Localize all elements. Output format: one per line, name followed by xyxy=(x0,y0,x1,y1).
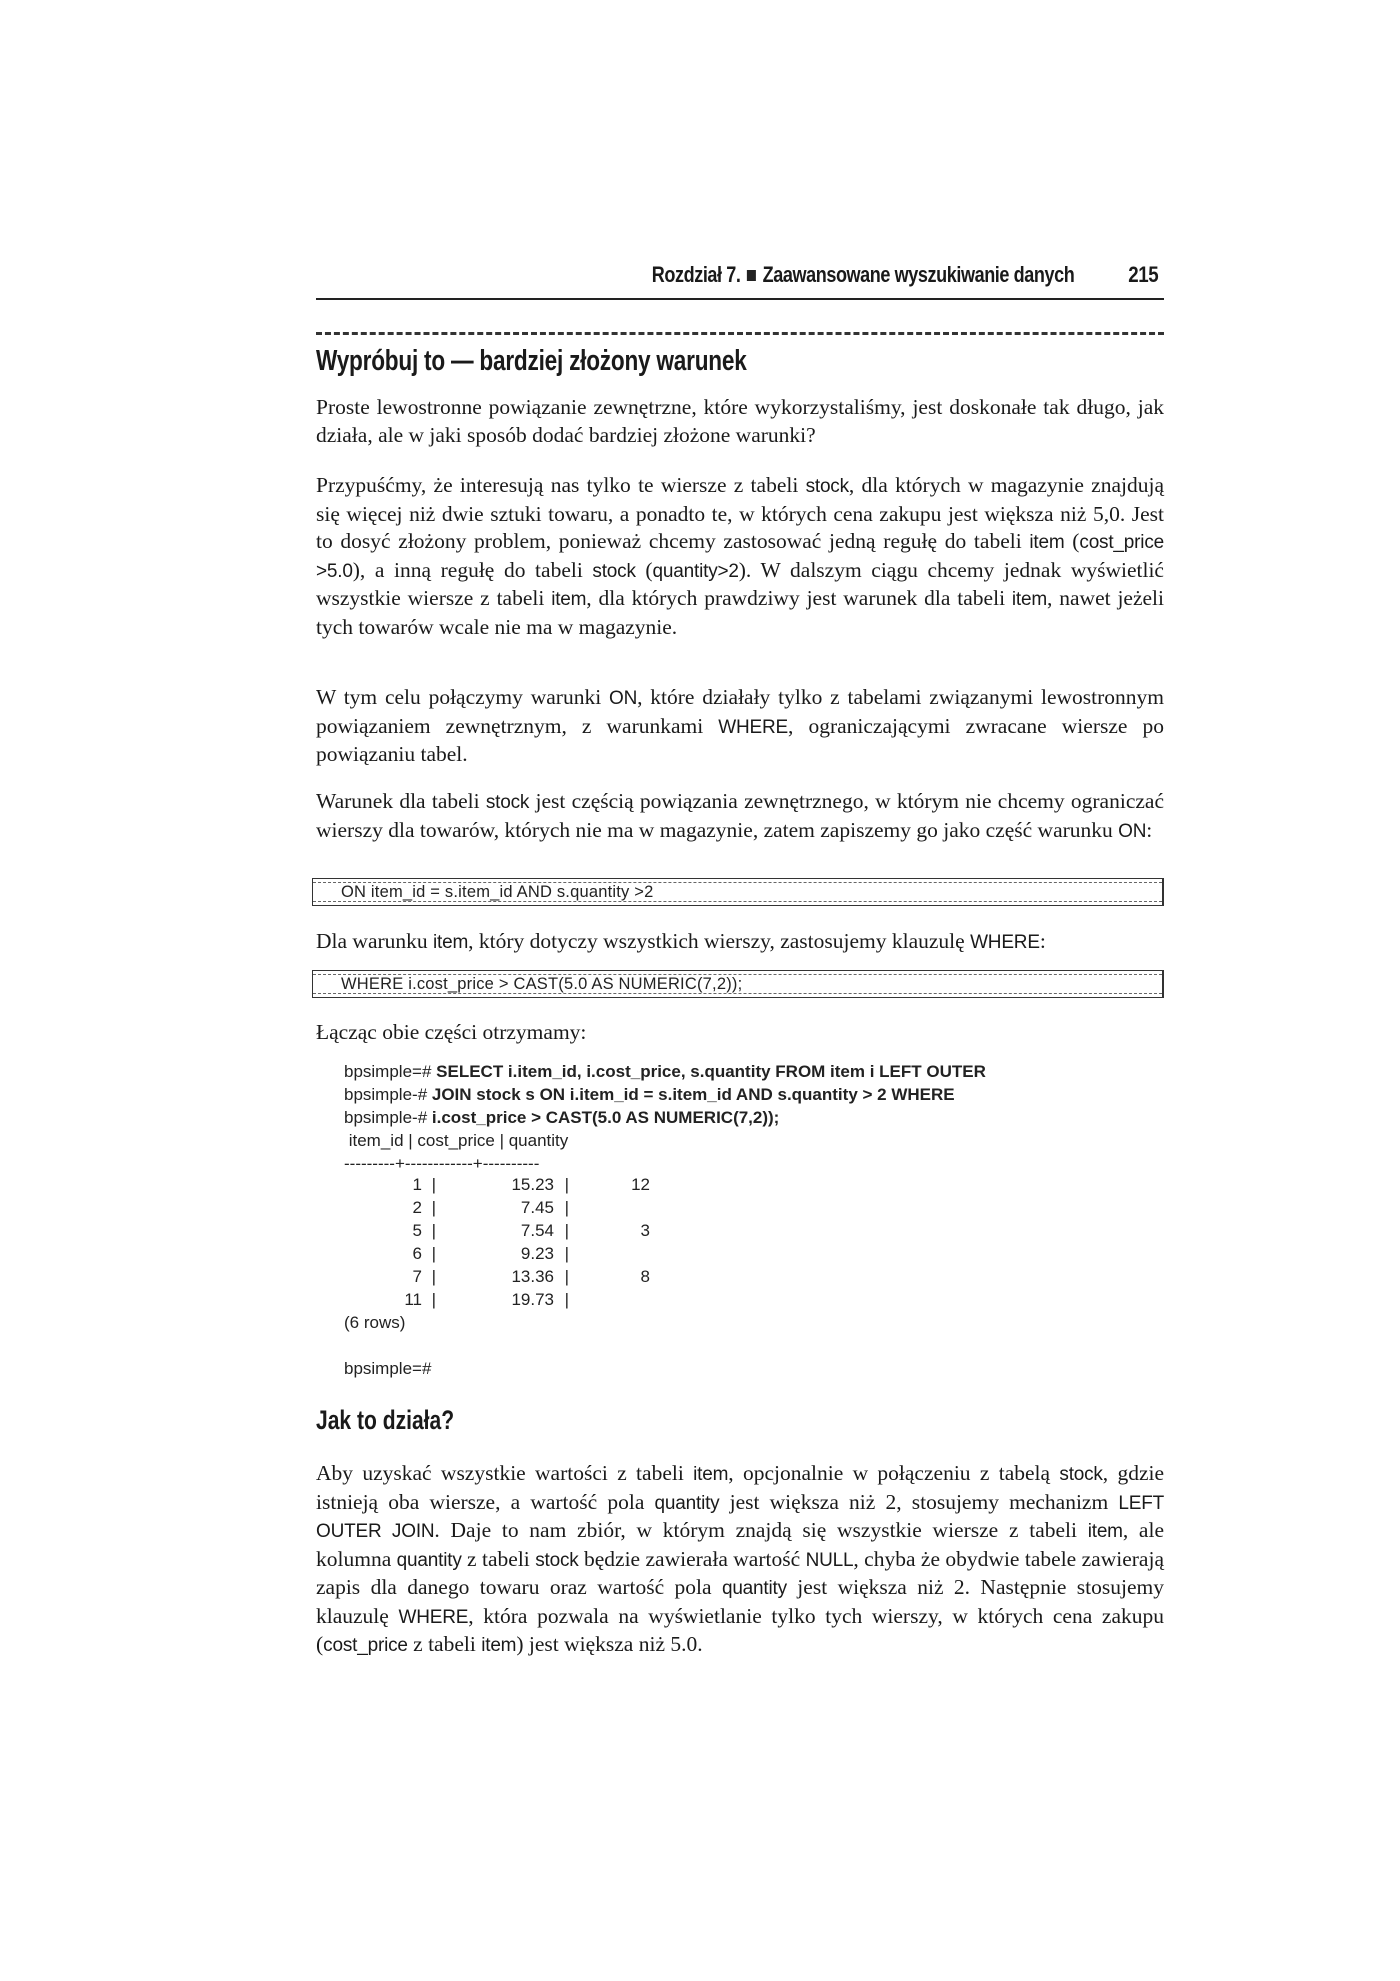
result-separator: ---------+------------+---------- xyxy=(344,1154,540,1173)
cell-quantity: 3 xyxy=(640,1221,650,1240)
cell-cost-price: 19.73 xyxy=(511,1290,554,1309)
cell-cost-price: 7.54 xyxy=(520,1221,554,1240)
cell-item-id: 6 xyxy=(412,1244,422,1263)
cell-bar: | xyxy=(431,1221,436,1240)
chapter-label: Rozdział 7. xyxy=(651,262,741,287)
subsection-title: Jak to działa? xyxy=(316,1405,455,1435)
cell-quantity: 8 xyxy=(640,1267,650,1286)
cell-item-id: 1 xyxy=(412,1175,422,1194)
cell-bar: | xyxy=(431,1175,436,1194)
cell-item-id: 2 xyxy=(412,1198,422,1217)
cell-bar: | xyxy=(564,1290,569,1309)
result-header: item_id | cost_price | quantity xyxy=(344,1131,569,1150)
result-row xyxy=(344,1267,664,1290)
cell-quantity: 12 xyxy=(631,1175,650,1194)
code-box-on-condition xyxy=(312,878,1164,906)
code-box-where-clause xyxy=(312,970,1164,998)
listing-line-1: bpsimple=# SELECT i.item_id, i.cost_price, s.quantity FROM item i LEFT OUTER xyxy=(344,1062,986,1081)
cell-bar: | xyxy=(431,1244,436,1263)
result-row xyxy=(344,1290,664,1313)
cell-bar: | xyxy=(431,1290,436,1309)
cell-cost-price: 9.23 xyxy=(520,1244,554,1263)
section-divider xyxy=(316,332,1164,335)
page-number: 215 xyxy=(1128,262,1158,287)
howto-paragraph: Aby uzyskać wszystkie wartości z tabeli item, opcjonalnie w połączeniu z tabelą stock, gdzie istnieją oba wiersze, a wartość pola quantity jest większa niż 2, stosujemy mechanizm LEFT OUTER JOIN. Daje to nam zbiór, w którym znajdą się wszystkie wiersze z tabeli item, ale kolumna quantity z tabeli stock będzie zawierała wartość NULL, chyba że obydwie tabele zawierają zapis dla danego towaru oraz wartość pola quantity jest większa niż 2. Następnie stosujemy klauzulę WHERE, która pozwala na wyświetlanie tylko tych wierszy, w których cena zakupu (cost_price z tabeli item) jest większa niż 5.0. xyxy=(316,1461,1165,1656)
code-where-clause: WHERE i.cost_price > CAST(5.0 AS NUMERIC(7,2)); xyxy=(341,975,743,993)
cell-item-id: 7 xyxy=(412,1267,422,1286)
paragraph-3: W tym celu połączymy warunki ON, które działały tylko z tabelami związanymi lewostronnym powiązaniem zewnętrznym, z warunkami WHERE, ograniczającymi zwracane wiersze po powiązaniu tabel. xyxy=(316,685,1164,766)
paragraph-2: Przypuśćmy, że interesują nas tylko te wiersze z tabeli stock, dla których w magazynie znajdują się więcej niż dwie sztuki towaru, a ponadto te, w których cena zakupu jest większa niż 5,0. Jest to dosyć złożony problem, ponieważ chcemy zastosować jedną regułę do tabeli item (cost_price >5.0), a inną regułę do tabeli stock (quantity>2). W dalszym ciągu chcemy jednak wyświetlić wszystkie wiersze z tabeli item, dla których prawdziwy jest warunek dla tabeli item, nawet jeżeli tych towarów wcale nie ma w magazynie. xyxy=(316,473,1164,639)
section-title: Wypróbuj to — bardziej złożony warunek xyxy=(316,345,747,377)
cell-bar: | xyxy=(431,1267,436,1286)
cell-bar: | xyxy=(564,1175,569,1194)
cell-cost-price: 13.36 xyxy=(511,1267,554,1286)
square-bullet-icon xyxy=(747,270,756,281)
cell-bar: | xyxy=(564,1267,569,1286)
sql-listing xyxy=(344,1060,986,1175)
cell-bar: | xyxy=(431,1198,436,1217)
cell-cost-price: 15.23 xyxy=(511,1175,554,1194)
result-row xyxy=(344,1198,664,1221)
cell-bar: | xyxy=(564,1221,569,1240)
listing-line-2: bpsimple-# JOIN stock s ON i.item_id = s.item_id AND s.quantity > 2 WHERE xyxy=(344,1085,955,1104)
paragraph-1: Proste lewostronne powiązanie zewnętrzne, które wykorzystaliśmy, jest doskonałe tak długo, jak działa, ale w jaki sposób dodać bardziej złożone warunki? xyxy=(316,395,1164,447)
cell-item-id: 11 xyxy=(404,1290,422,1309)
paragraph-5: Dla warunku item, który dotyczy wszystkich wierszy, zastosujemy klauzulę WHERE: xyxy=(316,929,1046,953)
row-count: (6 rows) xyxy=(344,1313,406,1332)
result-row xyxy=(344,1244,664,1267)
paragraph-4: Warunek dla tabeli stock jest częścią powiązania zewnętrznego, w którym nie chcemy ograniczać wierszy dla towarów, których nie ma w magazynie, zatem zapiszemy go jako część warunku ON: xyxy=(316,789,1164,842)
running-header xyxy=(316,258,1164,300)
result-row xyxy=(344,1175,664,1198)
cell-bar: | xyxy=(564,1244,569,1263)
header-chapter xyxy=(651,262,1074,288)
cell-cost-price: 7.45 xyxy=(520,1198,554,1217)
final-prompt: bpsimple=# xyxy=(344,1359,432,1378)
code-on-condition: ON item_id = s.item_id AND s.quantity >2 xyxy=(341,883,654,901)
cell-bar: | xyxy=(564,1198,569,1217)
listing-line-3: bpsimple-# i.cost_price > CAST(5.0 AS NUMERIC(7,2)); xyxy=(344,1108,780,1127)
result-row xyxy=(344,1221,664,1244)
paragraph-6: Łącząc obie części otrzymamy: xyxy=(316,1020,587,1044)
chapter-title: Zaawansowane wyszukiwanie danych xyxy=(762,262,1074,287)
cell-item-id: 5 xyxy=(412,1221,422,1240)
